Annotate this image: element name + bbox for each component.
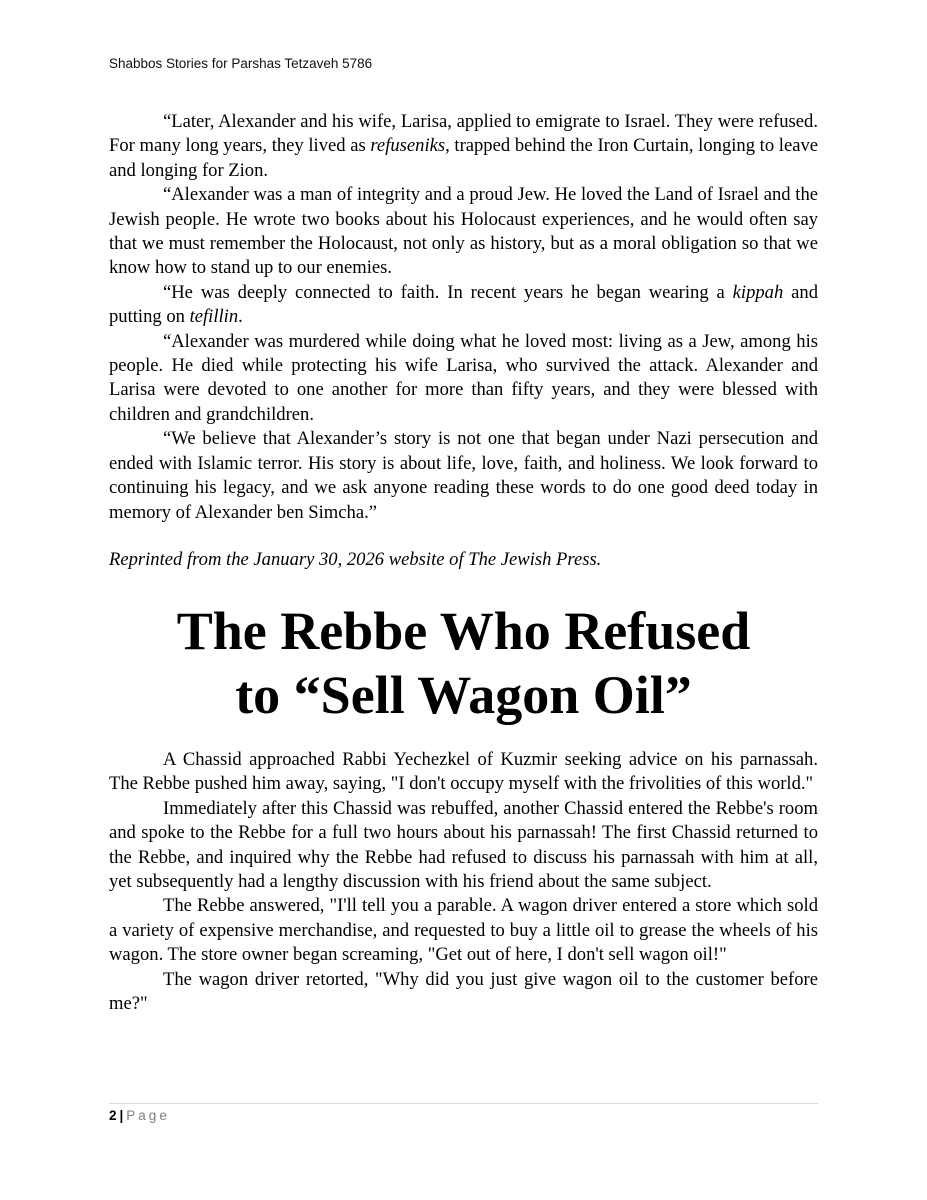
page-footer [109,1103,818,1123]
paragraph: “Alexander was a man of integrity and a proud Jew. He loved the Land of Israel and the Jewish people. He wrote two books about his Holocaust experiences, and he would often say that we must remember the Holocaust, not only as history, but as a moral obligation so that we know how to stand up to our enemies. [109,184,818,279]
page-number: 2 [109,1108,117,1123]
paragraph: The Rebbe answered, "I'll tell you a parable. A wagon driver entered a store which sold a variety of expensive merchandise, and requested to buy a little oil to grease the wheels of his wagon. The store owner began screaming, "Get out of here, I don't sell wagon oil!" [109,895,818,966]
story-continuation [109,110,818,525]
page-label: Page [126,1108,170,1123]
paragraph: The wagon driver retorted, "Why did you just give wagon oil to the customer before me?" [109,968,818,1015]
reprint-credit: Reprinted from the January 30, 2026 website of The Jewish Press. [109,549,602,570]
paragraph: “Alexander was murdered while doing what he loved most: living as a Jew, among his people. He died while protecting his wife Larisa, who survived the attack. Alexander and Larisa were devoted to one another for more than fifty years, and they were blessed with children and grandchildren. [109,330,818,425]
paragraph: “Later, Alexander and his wife, Larisa, applied to emigrate to Israel. They were refused. For many long years, they lived as refuseniks, trapped behind the Iron Curtain, longing to leave and longing for Zion. [109,111,819,181]
story-body [109,748,818,1016]
story-title-line-2: to “Sell Wagon Oil” [235,665,692,725]
paragraph: A Chassid approached Rabbi Yechezkel of Kuzmir seeking advice on his parnassah. The Rebbe pushed him away, saying, "I don't occupy myself with the frivolities of this world." [109,749,818,795]
paragraph: “He was deeply connected to faith. In recent years he began wearing a kippah and putting on tefillin. [109,281,818,328]
running-header: Shabbos Stories for Parshas Tetzaveh 5786 [109,56,373,71]
paragraph: Immediately after this Chassid was rebuffed, another Chassid entered the Rebbe's room and spoke to the Rebbe for a full two hours about his parnassah! The first Chassid returned to the Rebbe, and inquired why the Rebbe had refused to discuss his parnassah with him at all, yet subsequently had a lengthy discussion with his friend about the same subject. [109,797,818,893]
story-title-line-1: The Rebbe Who Refused [176,601,751,661]
emphasis: kippah [732,281,784,303]
emphasis: tefillin [189,306,239,328]
paragraph: “We believe that Alexander’s story is not one that began under Nazi persecution and ended with Islamic terror. His story is about life, love, faith, and holiness. We look forward to continuing his legacy, and we ask anyone reading these words to do one good deed today in memory of Alexander ben Simcha.” [109,428,818,523]
footer-separator: | [119,1108,124,1123]
emphasis: refuseniks [370,135,446,157]
